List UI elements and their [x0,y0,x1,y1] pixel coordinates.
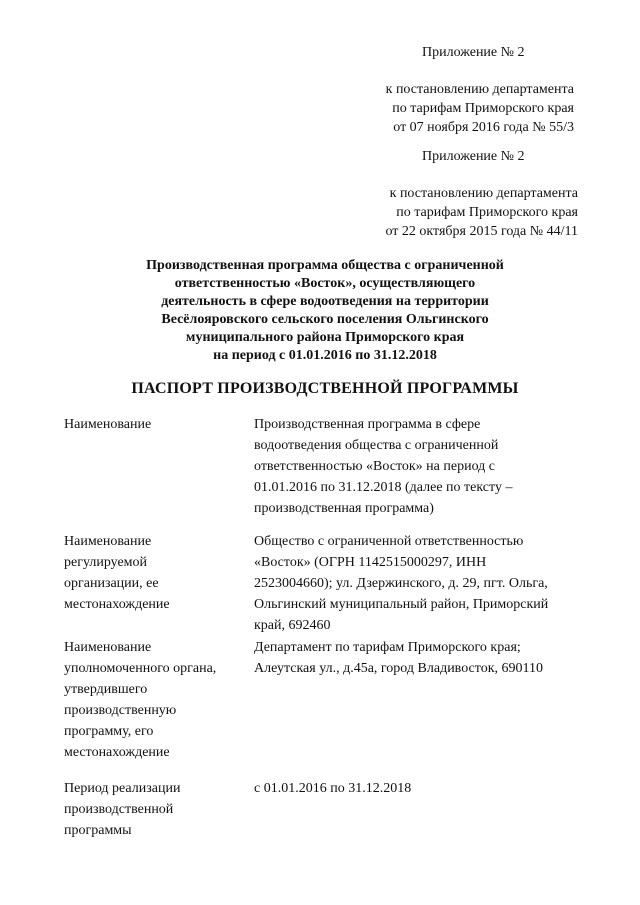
row-value-line: 2523004660); ул. Дзержинского, д. 29, пгт. Ольга, [254,576,548,591]
row-label-line: утвердившего [64,682,148,697]
row-value-line: с 01.01.2016 по 31.12.2018 [254,781,412,796]
row-value [254,778,584,799]
appendix-block-2 [360,147,578,241]
row-label-line: местонахождение [64,745,170,760]
row-label-line: Наименование [64,534,152,549]
row-value-line: 01.01.2016 по 31.12.2018 (далее по тексту – [254,480,513,495]
appendix-lines [360,184,578,241]
row-label-line: Период реализации [64,781,181,796]
title-line: Весёлояровского сельского поселения Ольгинского [161,312,489,327]
row-label-line: местонахождение [64,597,170,612]
appendix-label: Приложение № 2 [422,149,525,164]
title-line: ответственностью «Восток», осуществляющего [174,276,476,291]
row-label-line: Наименование [64,417,152,432]
row-value-line: ответственностью «Восток» на период с [254,459,496,474]
appendix-line: к постановлению департамента [389,186,578,201]
row-value-line: водоотведения общества с ограниченной [254,438,499,453]
row-value-line: Ольгинский муниципальный район, Приморский [254,597,549,612]
row-label-line: производственную [64,703,177,718]
row-label [64,531,244,615]
appendix-line: от 07 ноября 2016 года № 55/3 [393,120,574,135]
passport-heading: ПАСПОРТ ПРОИЗВОДСТВЕННОЙ ПРОГРАММЫ [131,380,519,397]
row-label [64,637,244,763]
row-label-line: организации, ее [64,576,159,591]
row-label [64,414,244,435]
row-value-line: Общество с ограниченной ответственностью [254,534,524,549]
row-value-line: Производственная программа в сфере [254,417,481,432]
row-label-line: программу, его [64,724,154,739]
row-label-line: производственной [64,802,174,817]
appendix-line: по тарифам Приморского края [396,205,578,220]
document-title [100,257,550,365]
row-label-line: регулируемой [64,555,148,570]
row-label-line: программы [64,823,132,838]
appendix-line: от 22 октября 2015 года № 44/11 [385,224,578,239]
appendix-block-1 [360,43,574,137]
row-value [254,414,584,519]
appendix-line: к постановлению департамента [385,82,574,97]
row-value-line: «Восток» (ОГРН 1142515000297, ИНН [254,555,487,570]
row-label [64,778,244,841]
row-label-line: уполномоченного органа, [64,661,217,676]
title-line: Производственная программа общества с ограниченной [146,258,504,273]
row-value-line: Департамент по тарифам Приморского края; [254,640,521,655]
row-value [254,637,584,679]
appendix-lines [360,80,574,137]
row-value-line: край, 692460 [254,618,331,633]
appendix-label: Приложение № 2 [422,45,525,60]
title-line: на период с 01.01.2016 по 31.12.2018 [213,348,437,363]
title-line: муниципального района Приморского края [185,330,465,345]
row-label-line: Наименование [64,640,152,655]
row-value [254,531,584,636]
row-value-line: производственная программа) [254,501,434,516]
row-value-line: Алеутская ул., д.45а, город Владивосток, 690110 [254,661,543,676]
title-line: деятельность в сфере водоотведения на территории [161,294,489,309]
appendix-line: по тарифам Приморского края [392,101,574,116]
